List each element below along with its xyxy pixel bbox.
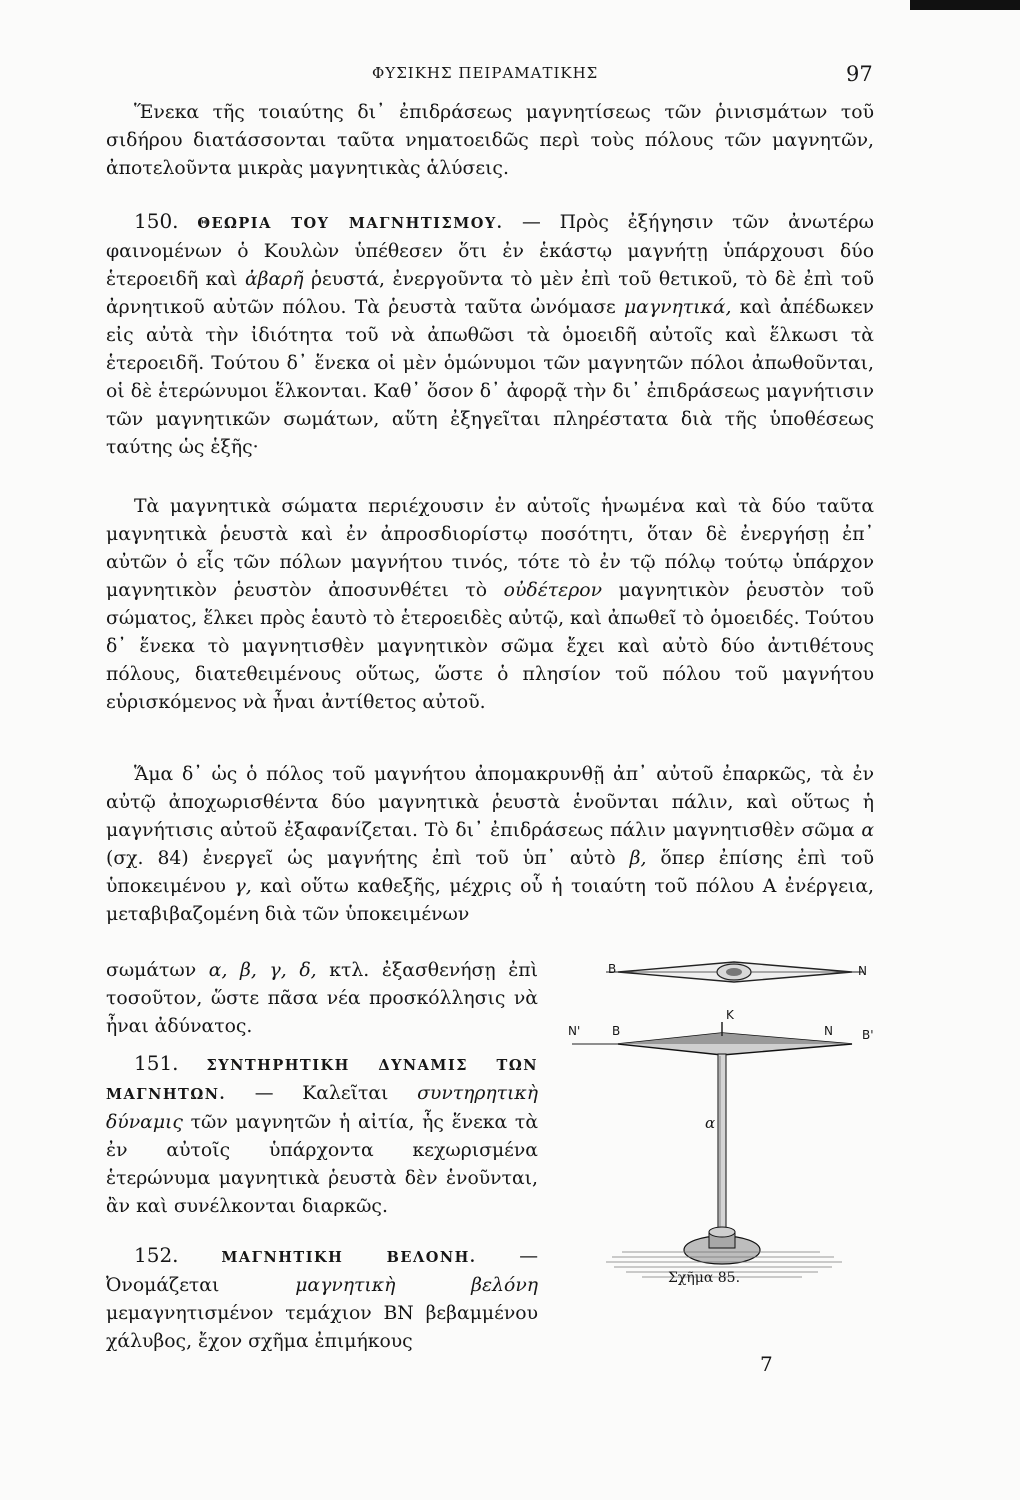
paragraph-chains: Ἕνεκα τῆς τοιαύτης δι᾽ ἐπιδράσεως μαγνητίσεως τῶν ῥινισμάτων τοῦ σιδήρου διατάσσονται ταῦτα νηματοειδῶς περὶ τοὺς πόλους τῶν μαγνητῶν, ἀποτελοῦντα μικρὰς μαγνητικὰς ἁλύσεις. <box>106 102 874 179</box>
label-n-mid: N <box>824 1024 833 1038</box>
stand-rod <box>718 1054 726 1236</box>
label-k: K <box>726 1008 734 1022</box>
section-150: 150. ΘΕΩΡΙΑ ΤΟΥ ΜΑΓΝΗΤΙΣΜΟΥ. — Πρὸς ἐξήγησιν τῶν ἀνωτέρω φαινομένων ὁ Κουλὼν ὑπέθεσεν ὅτι ἐν ἑκάστῳ μαγνήτῃ ὑπάρχουσι δύο ἑτεροειδῆ καὶ ἀβαρῆ ῥευστά, ἐνεργοῦντα τὸ μὲν ἐπὶ τοῦ θετικοῦ, τὸ δὲ ἐπὶ τοῦ ἀρνητικοῦ αὐτῶν πόλου. Τὰ ῥευστὰ ταῦτα ὠνόμασε μαγνητικά, καὶ ἀπέδωκεν εἰς αὐτὰ τὴν ἰδιότητα τοῦ νὰ ἀπωθῶσι τὰ ὁμοειδῆ αὐτοῖς καὶ ἕλκωσι τὰ ἑτεροειδῆ. Τούτου δ᾽ ἕνεκα οἱ μὲν ὁμώνυμοι τῶν μαγνητῶν πόλοι ἀπωθοῦνται, οἱ δὲ ἑτερώνυμοι ἕλκονται. Καθ᾽ ὅσον δ᾽ ἀφορᾷ τὴν δι᾽ ἐπιδράσεως μαγνήτισιν τῶν μαγνητικῶν σωμάτων, αὕτη ἐξηγεῖται πληρέστατα διὰ τῆς ὑποθέσεως ταύτης ὡς ἑξῆς· <box>106 209 875 458</box>
label-b-top: B <box>608 962 617 976</box>
figure-caption: Σχῆμα 85. <box>668 1270 741 1286</box>
signature-mark: 7 <box>760 1352 773 1376</box>
paragraph-magnetic-bodies: Τὰ μαγνητικὰ σώματα περιέχουσιν ἐν αὑτοῖς ἡνωμένα καὶ τὰ δύο ταῦτα μαγνητικὰ ῥευστὰ καὶ ἐν ἀπροσδιορίστῳ ποσότητι, ὅταν δὲ ἐνεργήσῃ ἐπ᾽ αὐτῶν ὁ εἷς τῶν πόλων μαγνήτου τινός, τότε τὸ ἐν τῷ πόλῳ τούτῳ ὑπάρχον μαγνητικὸν ῥευστὸν ἀποσυνθέτει τὸ οὐδέτερον μαγνητικὸν ῥευστὸν τοῦ σώματος, ἕλκει πρὸς ἑαυτὸ τὸ ἑτεροειδὲς αὐτῷ, καὶ ἀπωθεῖ τὸ ὁμοειδές. Τούτου δ᾽ ἕνεκα τὸ μαγνητισθὲν μαγνητικὸν σῶμα ἔχει καὶ αὐτὸ δύο ἀντιθέτους πόλους, διατεθειμένους οὕτως, ὥστε ὁ πλησίον τοῦ πόλου τοῦ μαγνήτου εὑρισκόμενος νὰ ἦναι ἀντίθετος αὐτοῦ. <box>106 496 874 713</box>
label-b-prime: B' <box>862 1028 874 1042</box>
page-edge-mark <box>910 0 1020 10</box>
label-n-top: N <box>858 964 867 978</box>
label-alpha: α <box>705 1114 716 1132</box>
figure-85-magnetic-needle <box>562 952 880 1292</box>
section-heading: ΘΕΩΡΙΑ ΤΟΥ ΜΑΓΝΗΤΙΣΜΟΥ. <box>197 215 504 232</box>
running-header <box>0 62 1020 92</box>
section-heading: ΣΥΝΤΗΡΗΤΙΚΗ ΔΥΝΑΜΙΣ ΤΩΝ ΜΑΓΝΗΤΩΝ. <box>106 1057 538 1103</box>
label-n-prime: N' <box>568 1024 581 1038</box>
section-152: 152. ΜΑΓΝΗΤΙΚΗ ΒΕΛΟΝΗ. — Ὀνομάζεται μαγνητικὴ βελόνη μεμαγνητισμένον τεμάχιον ΒΝ βεβαμμένου χάλυβος, ἔχον σχῆμα ἐπιμήκους <box>106 1243 538 1352</box>
paragraph-removal-cont: σωμάτων α, β, γ, δ, κτλ. ἐξασθενήσῃ ἐπὶ τοσοῦτον, ὥστε πᾶσα νέα προσκόλλησις νὰ ἦναι ἀδύνατος. <box>106 960 538 1037</box>
page-number: 97 <box>846 62 873 86</box>
paragraph-removal: Ἅμα δ᾽ ὡς ὁ πόλος τοῦ μαγνήτου ἀπομακρυνθῇ ἀπ᾽ αὐτοῦ ἐπαρκῶς, τὰ ἐν αὐτῷ ἀποχωρισθέντα δύο μαγνητικὰ ῥευστὰ ἑνοῦνται πάλιν, καὶ οὕτως ἡ μαγνήτισις αὐτοῦ ἐξαφανίζεται. Τὸ δι᾽ ἐπιδράσεως πάλιν μαγνητισθὲν σῶμα α (σχ. 84) ἐνεργεῖ ὡς μαγνήτης ἐπὶ τοῦ ὑπ᾽ αὐτὸ β, ὅπερ ἐπίσης ἐπὶ τοῦ ὑποκειμένου γ, καὶ οὕτω καθεξῆς, μέχρις οὗ ἡ τοιαύτη τοῦ πόλου Α ἐνέργεια, μεταβιβαζομένη διὰ τῶν ὑποκειμένων <box>106 764 874 925</box>
section-151: 151. ΣΥΝΤΗΡΗΤΙΚΗ ΔΥΝΑΜΙΣ ΤΩΝ ΜΑΓΝΗΤΩΝ. — Καλεῖται συντηρητικὴ δύναμις τῶν μαγνητῶν ἡ αἰτία, ἧς ἕνεκα τὰ ἐν αὐτοῖς ὑπάρχοντα κεχωρισμένα ἑτερώνυμα μαγνητικὰ ῥευστὰ δὲν ἑνοῦνται, ἂν καὶ συνέλκονται διαρκῶς. <box>106 1051 538 1217</box>
section-number: 152. <box>134 1243 179 1267</box>
running-title: ΦΥΣΙΚΗΣ ΠΕΙΡΑΜΑΤΙΚΗΣ <box>372 64 599 82</box>
section-heading: ΜΑΓΝΗΤΙΚΗ ΒΕΛΟΝΗ. <box>221 1249 477 1266</box>
compass-needle-illustration <box>562 952 880 1292</box>
section-number: 151. <box>134 1051 179 1075</box>
label-b-mid: B <box>612 1024 621 1038</box>
section-number: 150. <box>134 209 179 233</box>
